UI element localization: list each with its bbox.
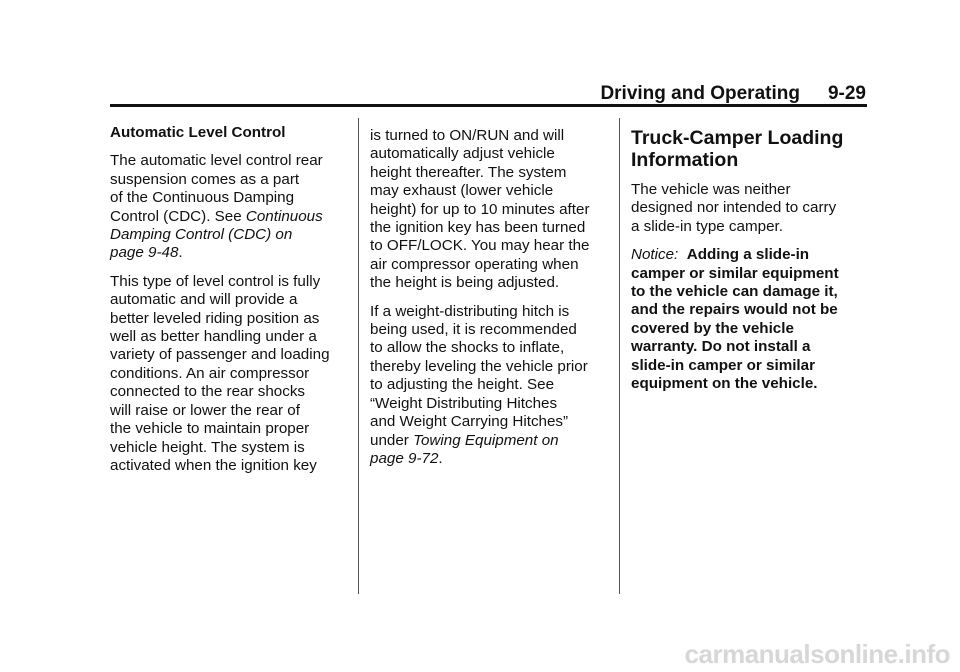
text-line: conditions. An air compressor [110,364,310,382]
text-line: a slide-in type camper. [631,217,783,235]
text-line: connected to the rear shocks [110,383,306,401]
text-line: will raise or lower the rear of [110,401,300,419]
cross-reference-link[interactable]: Damping Control (CDC) on [110,226,293,244]
period: . [178,244,183,262]
text-line: of the Continuous Damping [110,189,295,207]
paragraph-intro [110,152,350,262]
text-line: the ignition key has been turned [370,219,586,237]
text-line: well as better handling under a [110,328,317,346]
text-line: This type of level control is fully [110,272,321,290]
text-line: vehicle height. The system is [110,438,305,456]
text-line: activated when the ignition key [110,456,317,474]
text-line: automatic and will provide a [110,291,298,309]
text-line: the vehicle to maintain proper [110,420,310,438]
text-line [370,432,610,450]
notice-line: camper or similar equipment [631,264,839,282]
cross-reference-link[interactable]: Continuous [245,207,323,225]
text-line [370,450,610,468]
cross-reference-page[interactable]: page 9-72 [370,449,439,467]
text-line: automatically adjust vehicle [370,145,555,163]
paragraph-camper [631,181,867,236]
notice-label: Notice: [631,246,679,264]
text-line: better leveled riding position as [110,309,320,327]
period: . [438,449,443,467]
watermark: carmanualsonline.info [684,639,950,669]
heading-line: Information [631,149,739,171]
text-line: to OFF/LOCK. You may hear the [370,237,590,255]
notice-line: slide-in camper or similar [631,356,816,374]
text-line [110,244,350,262]
text-line: The vehicle was neither [631,181,791,198]
text-line: designed nor intended to carry [631,199,837,217]
see-prefix: Control (CDC). See [110,207,246,225]
text-line: If a weight-distributing hitch is [370,302,570,320]
text-line: to allow the shocks to inflate, [370,339,565,357]
text-line: suspension comes as a part [110,170,300,188]
text-line: to adjusting the height. See [370,376,555,394]
notice-line: warranty. Do not install a [631,338,811,356]
column-1 [110,124,350,485]
section-title: Driving and Operating [600,83,800,104]
column-divider-2 [619,118,620,594]
text-line: may exhaust (lower vehicle [370,182,554,200]
text-line: The automatic level control rear [110,152,323,170]
paragraph-level-control [110,273,350,475]
cross-reference-link[interactable]: Towing Equipment on [413,431,559,449]
text-line [631,246,867,264]
paragraph-ignition [370,127,610,293]
text-line: is turned to ON/RUN and will [370,127,565,144]
subheading-automatic-level-control: Automatic Level Control [110,124,286,141]
text-line: variety of passenger and loading [110,346,330,364]
notice-line: equipment on the vehicle. [631,375,818,393]
notice-line: to the vehicle can damage it, [631,283,838,301]
text-line: “Weight Distributing Hitches [370,394,558,412]
cross-reference-page[interactable]: page 9-48 [110,244,179,262]
text-line: height thereafter. The system [370,163,567,181]
page-number: 9-29 [827,83,866,104]
notice-block [631,246,867,393]
text-line [110,208,350,226]
notice-text: Adding a slide-in [686,246,810,264]
section-heading-truck-camper [631,127,867,171]
column-3 [631,127,867,403]
column-divider-1 [358,118,359,594]
text-line: thereby leveling the vehicle prior [370,357,588,375]
under-prefix: under [370,431,414,449]
notice-line: and the repairs would not be [631,301,838,319]
column-2 [370,127,610,478]
page-header [590,82,866,106]
paragraph-hitch [370,303,610,469]
notice-line: covered by the vehicle [631,319,794,337]
text-line: being used, it is recommended [370,321,577,339]
text-line: and Weight Carrying Hitches” [370,413,569,431]
header-rule [110,104,867,107]
text-line: height) for up to 10 minutes after [370,200,590,218]
text-line: air compressor operating when [370,255,579,273]
heading-line: Truck-Camper Loading [631,127,844,149]
text-line: the height is being adjusted. [370,274,560,292]
